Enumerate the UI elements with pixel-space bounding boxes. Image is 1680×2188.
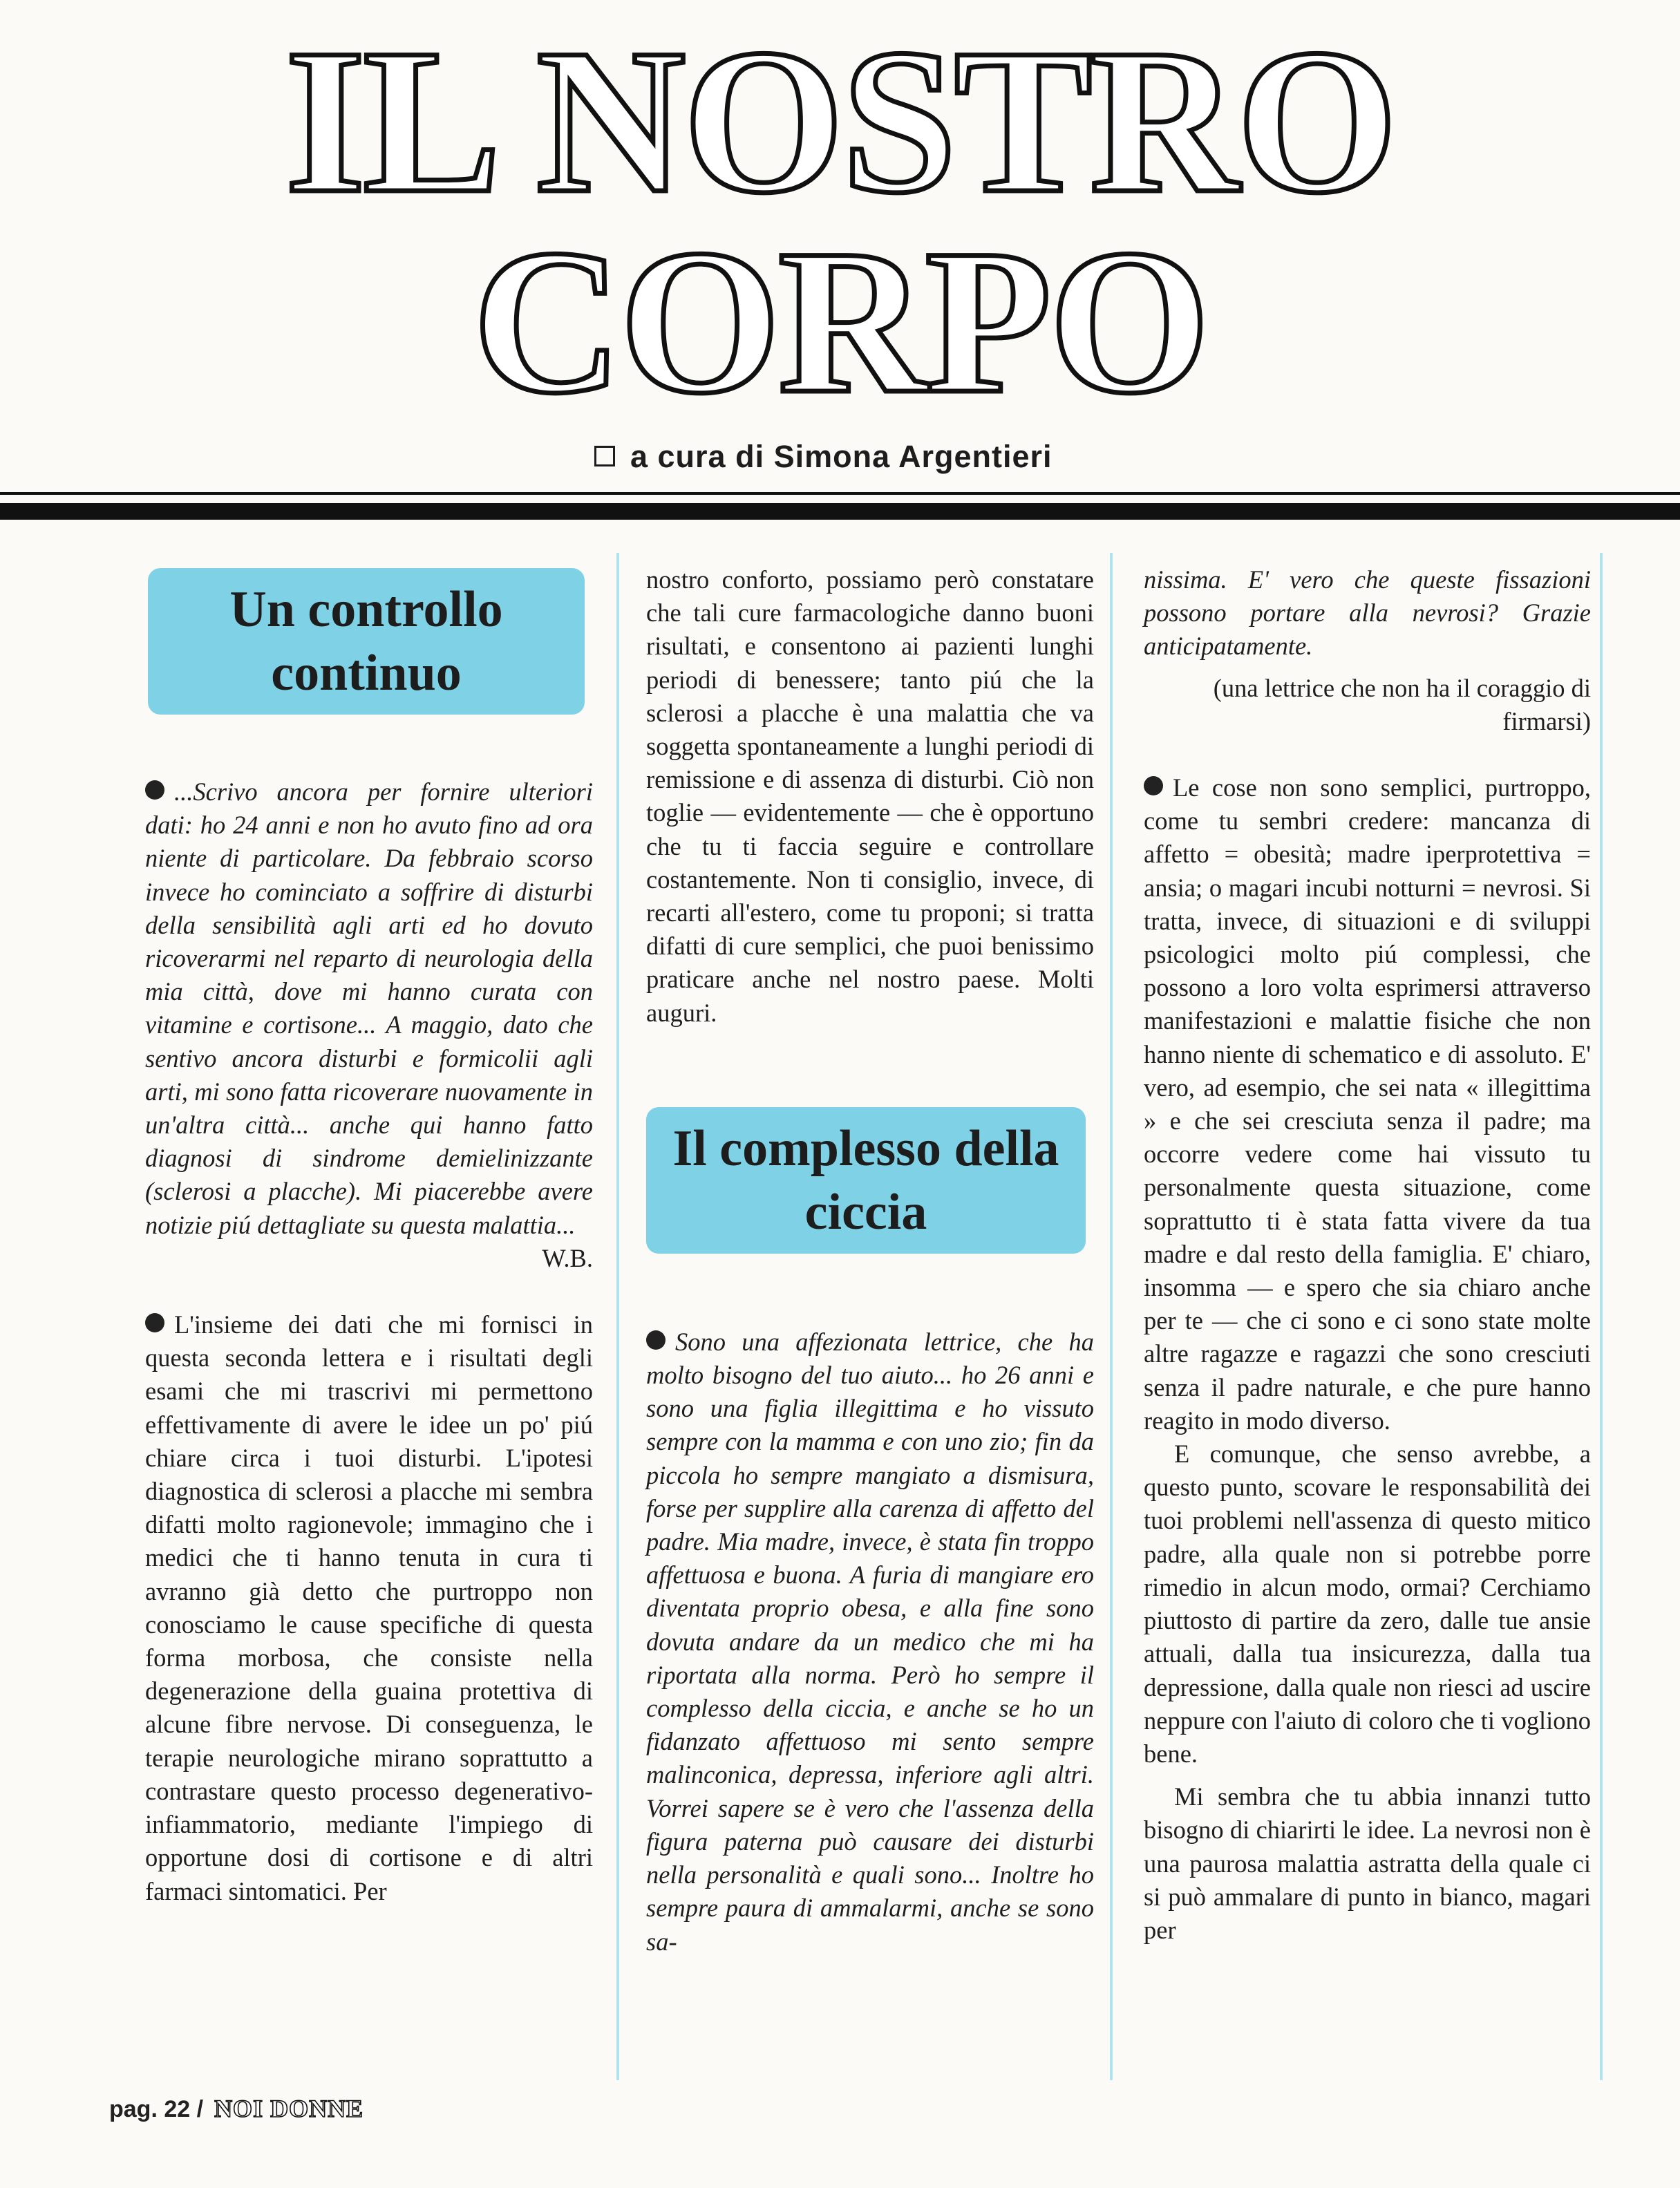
- byline: [594, 439, 1052, 475]
- square-icon: [594, 446, 615, 466]
- magazine-logo: NOI DONNE: [214, 2095, 364, 2122]
- letter-text: ...Scrivo ancora per fornire ulteriori dati: ho 24 anni e non ho avuto fino ad ora niente di particolare. Da febbraio scorso invece ho cominciato a soffrire di disturbi della sensibilità agli arti ed ho dovuto ricoverarmi nel reparto di neurologia della mia città, dove mi hanno curata con vitamine e cortisone... A maggio, dato che sentivo ancora disturbi e formicolii agli arti, mi sono fatta ricoverare nuovamente in un'altra città... anche qui hanno fatto diagnosi di sindrome demielinizzante (sclerosi a placche). Mi piacerebbe avere notizie piú dettagliate su questa malattia...: [145, 777, 593, 1239]
- divider: [0, 492, 1680, 495]
- signature: (una lettrice che non ha il coraggio di firmarsi): [1213, 673, 1591, 735]
- bullet-icon: [145, 780, 164, 800]
- column-2: [646, 563, 1094, 1959]
- page-number: pag. 22 /: [109, 2096, 204, 2122]
- masthead: [0, 6, 1680, 436]
- divider-thick: [0, 503, 1680, 520]
- letter-continued: nissima. E' vero che queste fissazioni possono portare alla nevrosi? Grazie anticipatamente.: [1144, 565, 1591, 661]
- reply-text: L'insieme dei dati che mi fornisci in questa seconda lettera e i risultati degli esami che mi trascrivi mi permettono effettivamente di avere le idee un po' piú chiare circa i tuoi disturbi. L'ipotesi diagnostica di sclerosi a placche mi sembra difatti molto ragionevole; immagino che i medici che ti hanno tenuta in cura ti avranno già detto che purtroppo non conosciamo le cause specifiche di questa forma morbosa, che consiste nella degenerazione della guaina protettiva di alcune fibre nervose. Di conseguenza, le terapie neurologiche mirano soprattutto a contrastare questo processo degenerativo-infiammatorio, mediante l'impiego di opportune dosi di cortisone e di altri farmaci sintomatici. Per: [145, 1310, 593, 1905]
- reply-paragraph: E comunque, che senso avrebbe, a questo punto, scovare le responsabilità dei tuoi problemi nell'assenza di questo mitico padre, alla quale non si potrebbe porre rimedio in alcun modo, ormai? Cerchiamo piuttosto di partire da zero, dalle tue ansie attuali, dalla tua insicurezza, dalla tua depressione, dalla quale non riesci ad uscire neppure con l'aiuto di coloro che ti vogliono bene.: [1144, 1440, 1591, 1768]
- reply-text: Le cose non sono semplici, purtroppo, come tu sembri credere: mancanza di affetto = obesità; madre iperprotettiva = ansia; o magari incubi notturni = nevrosi. Si tratta, invece, di situazioni e di sviluppi psicologici molto piú complessi, che possono a loro volta esprimersi attraverso manifestazioni e malattie fisiche che non hanno niente di schematico e di assoluto. E' vero, ad esempio, che sei nata « illegittima » e che sei cresciuta senza il padre; ma occorre vedere come hai vissuto tu personalmente questa situazione, come soprattutto ti è stata fatta vivere da tua madre e dal resto della famiglia. E' chiaro, insomma — e spero che sia chiaro anche per te — che ci sono e ci sono state molte altre ragazze e ragazzi che sono cresciuti senza il padre naturale, e che pure hanno reagito in modo diverso.: [1144, 773, 1591, 1435]
- page-footer: [109, 2094, 364, 2123]
- reply: [1144, 771, 1591, 1437]
- bullet-icon: [145, 1313, 164, 1332]
- article-heading: Un controllo continuo: [148, 568, 585, 715]
- reply-continued: nostro conforto, possiamo però constatare che tali cure farmacologiche danno buoni risultati, e consentono ai pazienti lunghi periodi di benessere; tanto piú che la sclerosi a placche è una malattia che va soggetta spontaneamente a lunghi periodi di remissione e di assenza di disturbi. Ciò non toglie — evidentemente — che è opportuno che tu ti faccia seguire e controllare costantemente. Non ti consiglio, invece, di recarti all'estero, come tu proponi; si tratta difatti di cure semplici, che puoi benissimo praticare anche nel nostro paese. Molti auguri.: [646, 565, 1094, 1027]
- title-line-2: CORPO: [472, 207, 1208, 436]
- bullet-icon: [1144, 776, 1163, 795]
- column-rule: [1110, 553, 1113, 2080]
- bullet-icon: [646, 1330, 666, 1350]
- column-1: [145, 563, 593, 1908]
- letter-text: Sono una affezionata lettrice, che ha molto bisogno del tuo aiuto... ho 26 anni e sono una figlia illegittima e ho vissuto sempre con la mamma e con uno zio; fin da piccola ho sempre mangiato a dismisura, forse per supplire alla carenza di affetto del padre. Mia madre, invece, è stata fin troppo affettuosa e buona. A furia di mangiare ero diventata proprio obesa, e alla fine sono dovuta andare da un medico che mi ha riportata alla norma. Però ho sempre il complesso della ciccia, e anche se ho un fidanzato affettuoso mi sento sempre malinconica, depressa, inferiore agli altri. Vorrei sapere se è vero che l'assenza della figura paterna può causare dei disturbi nella personalità e quali sono... Inoltre ho sempre paura di ammalarmi, anche se sono sa-: [646, 1327, 1094, 1956]
- byline-text: a cura di Simona Argentieri: [630, 439, 1053, 474]
- reader-letter: [145, 775, 593, 1242]
- column-rule: [616, 553, 619, 2080]
- reader-letter: [646, 1326, 1094, 1959]
- signature: W.B.: [542, 1243, 593, 1272]
- reply: [145, 1308, 593, 1908]
- column-3: [1144, 563, 1591, 1947]
- reply-paragraph: Mi sembra che tu abbia innanzi tutto bisogno di chiarirti le idee. La nevrosi non è una paurosa malattia astratta della quale ci si può ammalare di punto in bianco, magari per: [1144, 1782, 1591, 1944]
- title-line-1: IL NOSTRO: [285, 6, 1395, 236]
- article-heading: Il complesso della ciccia: [646, 1107, 1086, 1254]
- column-rule: [1600, 553, 1603, 2080]
